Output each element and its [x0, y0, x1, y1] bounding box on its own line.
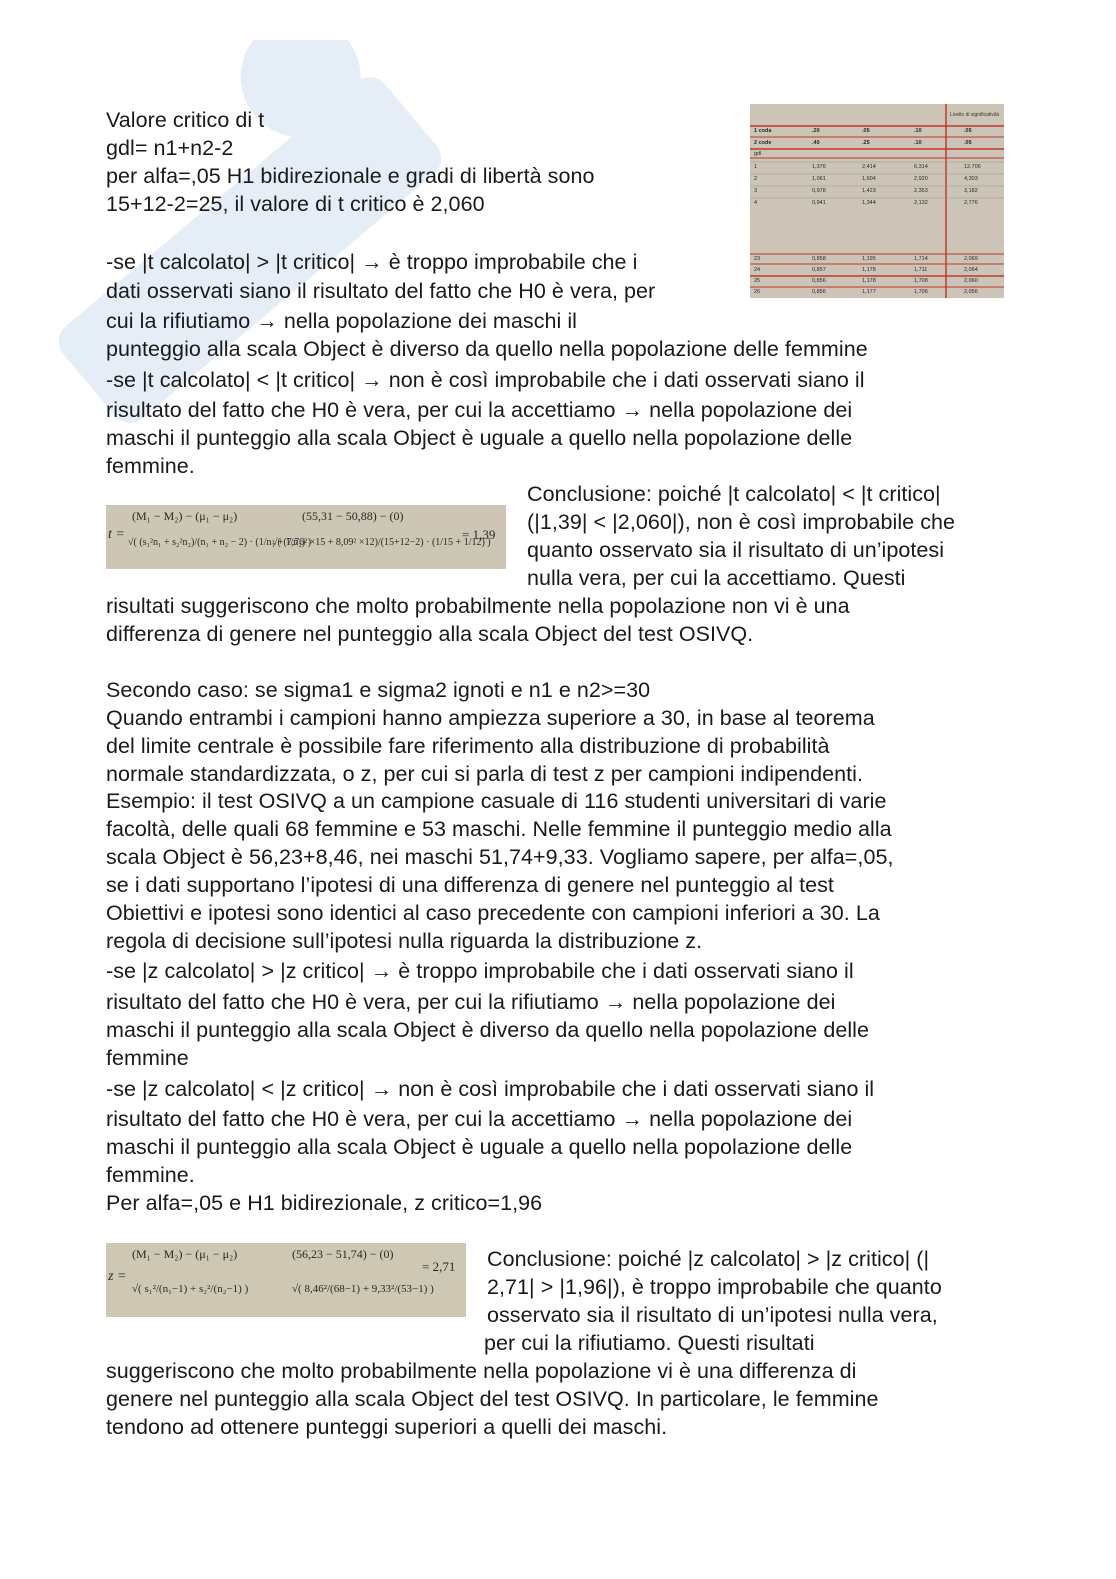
table-cell: .05 [964, 128, 972, 134]
table-cell: 2,056 [964, 289, 978, 295]
table-cell: 1,177 [862, 289, 876, 295]
text-line: punteggio alla scala Object è diverso da quello nella popolazione delle femmine [106, 337, 868, 361]
table-cell: 6,314 [914, 164, 928, 170]
text-line: maschi il punteggio alla scala Object è uguale a quello nella popolazione delle [106, 1135, 853, 1159]
text-line: -se |z calcolato| < |z critico| → non è così improbabile che i dati osservati siano il [106, 1077, 875, 1101]
table-cell: 1,423 [862, 188, 876, 194]
table-cell: 2,132 [914, 200, 928, 206]
text-line: suggeriscono che molto probabilmente nella popolazione vi è una differenza di [106, 1359, 857, 1383]
table-cell: 1 [754, 164, 758, 170]
table-cell: 2,069 [964, 256, 978, 262]
formula-t-image [106, 505, 506, 569]
formula-lhs: t = [108, 527, 125, 542]
text-line: maschi il punteggio alla scala Object è diverso da quello nella popolazione delle [106, 1018, 870, 1042]
table-cell: 1,178 [862, 267, 876, 273]
text-line: risultato del fatto che H0 è vera, per cui la accettiamo → nella popolazione dei [106, 398, 853, 422]
table-cell: gdl [754, 151, 762, 157]
table-header-label: Livello di significatività [950, 112, 1000, 118]
text-line: facoltà, delle quali 68 femmine e 53 maschi. Nelle femmine il punteggio medio alla [106, 817, 892, 841]
table-cell: 25 [754, 278, 761, 284]
table-cell: 24 [754, 267, 761, 273]
text-line: maschi il punteggio alla scala Object è uguale a quello nella popolazione delle [106, 426, 853, 450]
formula-denominator-values: √( 8,46²/(68−1) + 9,33²/(53−1) ) [292, 1283, 434, 1295]
text-line: Valore critico di t [106, 108, 265, 132]
table-cell: 2,414 [862, 164, 876, 170]
text-line: 2,71| > |1,96|), è troppo improbabile che quanto [487, 1275, 942, 1299]
table-cell: 26 [754, 289, 761, 295]
table-cell: 1,706 [914, 289, 928, 295]
table-cell: 1,061 [812, 176, 826, 182]
text-line: per alfa=,05 H1 bidirezionale e gradi di libertà sono [106, 164, 595, 188]
table-cell: 0,941 [812, 200, 826, 206]
table-cell: 1,376 [812, 164, 826, 170]
formula-denominator-values: √( (7,76² ×15 + 8,09² ×12)/(15+12−2) · (1/15 + 1/12) ) [272, 537, 491, 548]
table-cell: 0,858 [812, 256, 826, 262]
text-line: 15+12-2=25, il valore di t critico è 2,060 [106, 192, 485, 216]
table-cell: 2,060 [964, 278, 978, 284]
text-line: per cui la rifiutiamo. Questi risultati [484, 1331, 815, 1355]
formula-result: = 1,39 [462, 527, 496, 542]
table-cell: 0,978 [812, 188, 826, 194]
text-line: femmine [106, 1046, 189, 1070]
table-cell: 0,856 [812, 278, 826, 284]
formula-numerator: (M₁ − M₂) − (μ₁ − μ₂) [132, 1247, 238, 1261]
text-line: Per alfa=,05 e H1 bidirezionale, z critico=1,96 [106, 1191, 543, 1215]
table-cell: 0,856 [812, 289, 826, 295]
text-line: risultato del fatto che H0 è vera, per cui la accettiamo → nella popolazione dei [106, 1107, 853, 1131]
text-line: risultati suggeriscono che molto probabilmente nella popolazione non vi è una [106, 594, 850, 618]
formula-z-image [106, 1243, 466, 1317]
text-line: del limite centrale è possibile fare riferimento alla distribuzione di probabilità [106, 734, 830, 758]
table-cell: 1,178 [862, 278, 876, 284]
formula-numerator-values: (55,31 − 50,88) − (0) [302, 509, 404, 523]
t-table-image [750, 104, 1004, 298]
table-cell: 1,344 [862, 200, 876, 206]
text-line: risultato del fatto che H0 è vera, per cui la rifiutiamo → nella popolazione dei [106, 990, 836, 1014]
text-line: Esempio: il test OSIVQ a un campione casuale di 116 studenti universitari di varie [106, 789, 887, 813]
table-cell: 4 [754, 200, 758, 206]
text-line: Conclusione: poiché |t calcolato| < |t critico| [527, 482, 941, 506]
table-cell: .40 [812, 140, 820, 146]
text-line: Obiettivi e ipotesi sono identici al caso precedente con campioni inferiori a 30. La [106, 901, 880, 925]
formula-numerator-values: (56,23 − 51,74) − (0) [292, 1247, 394, 1261]
text-line: tendono ad ottenere punteggi superiori a quelli dei maschi. [106, 1415, 668, 1439]
table-cell: 0,857 [812, 267, 826, 273]
table-cell: .05 [964, 140, 972, 146]
text-line: nulla vera, per cui la accettiamo. Questi [527, 566, 906, 590]
formula-numerator: (M₁ − M₂) − (μ₁ − μ₂) [132, 509, 238, 523]
text-line: (|1,39| < |2,060|), non è così improbabile che [527, 510, 956, 534]
text-line: gdl= n1+n2-2 [106, 136, 234, 160]
text-line: Secondo caso: se sigma1 e sigma2 ignoti e n1 e n2>=30 [106, 678, 651, 702]
text-line: differenza di genere nel punteggio alla scala Object del test OSIVQ. [106, 622, 754, 646]
table-cell: 3,182 [964, 188, 978, 194]
table-cell: 2,920 [914, 176, 928, 182]
text-line: femmine. [106, 454, 195, 478]
text-line: scala Object è 56,23+8,46, nei maschi 51,74+9,33. Vogliamo sapere, per alfa=,05, [106, 845, 894, 869]
table-cell: .25 [862, 140, 870, 146]
table-cell: 1,195 [862, 256, 876, 262]
text-line: quanto osservato sia il risultato di un’ipotesi [527, 538, 945, 562]
table-cell: 4,303 [964, 176, 978, 182]
table-cell: 23 [754, 256, 761, 262]
formula-denominator: √( (s₁²n₁ + s₂²n₂)/(n₁ + n₂ − 2) · (1/n₁ + 1/n₂) ) [128, 537, 312, 548]
table-cell: .10 [914, 140, 922, 146]
text-line: regola di decisione sull’ipotesi nulla riguarda la distribuzione z. [106, 929, 703, 953]
table-cell: 1,711 [914, 267, 928, 273]
text-line: -se |t calcolato| > |t critico| → è troppo improbabile che i [106, 250, 638, 274]
text-line: normale standardizzata, o z, per cui si parla di test z per campioni indipendenti. [106, 762, 863, 786]
table-cell: 3 [754, 188, 758, 194]
formula-denominator: √( s₁²/(n₁−1) + s₂²/(n₂−1) ) [132, 1283, 249, 1295]
formula-lhs: z = [108, 1269, 127, 1284]
text-line: Quando entrambi i campioni hanno ampiezza superiore a 30, in base al teorema [106, 706, 875, 730]
text-line: -se |t calcolato| < |t critico| → non è così improbabile che i dati osservati siano il [106, 368, 865, 392]
table-cell: .10 [914, 128, 922, 134]
table-cell: 1,708 [914, 278, 928, 284]
table-cell: .20 [812, 128, 820, 134]
table-cell: 12,706 [964, 164, 981, 170]
table-cell: 2 code [754, 140, 772, 146]
text-line: -se |z calcolato| > |z critico| → è troppo improbabile che i dati osservati siano il [106, 959, 854, 983]
text-line: genere nel punteggio alla scala Object del test OSIVQ. In particolare, le femmine [106, 1387, 879, 1411]
text-line: cui la rifiutiamo → nella popolazione dei maschi il [106, 309, 578, 333]
formula-result: = 2,71 [422, 1259, 456, 1274]
table-cell: 1,714 [914, 256, 928, 262]
table-cell: 1,604 [862, 176, 876, 182]
text-line: dati osservati siano il risultato del fatto che H0 è vera, per [106, 279, 656, 303]
text-line: se i dati supportano l’ipotesi di una differenza di genere nel punteggio al test [106, 873, 834, 897]
text-line: osservato sia il risultato di un’ipotesi nulla vera, [487, 1303, 938, 1327]
text-line: Conclusione: poiché |z calcolato| > |z critico| (| [487, 1247, 930, 1271]
table-cell: 2,353 [914, 188, 928, 194]
text-line: femmine. [106, 1163, 195, 1187]
table-cell: 1 coda [754, 128, 772, 134]
table-cell: 2,776 [964, 200, 978, 206]
table-cell: 2,064 [964, 267, 978, 273]
table-cell: 2 [754, 176, 758, 182]
table-cell: .05 [862, 128, 870, 134]
